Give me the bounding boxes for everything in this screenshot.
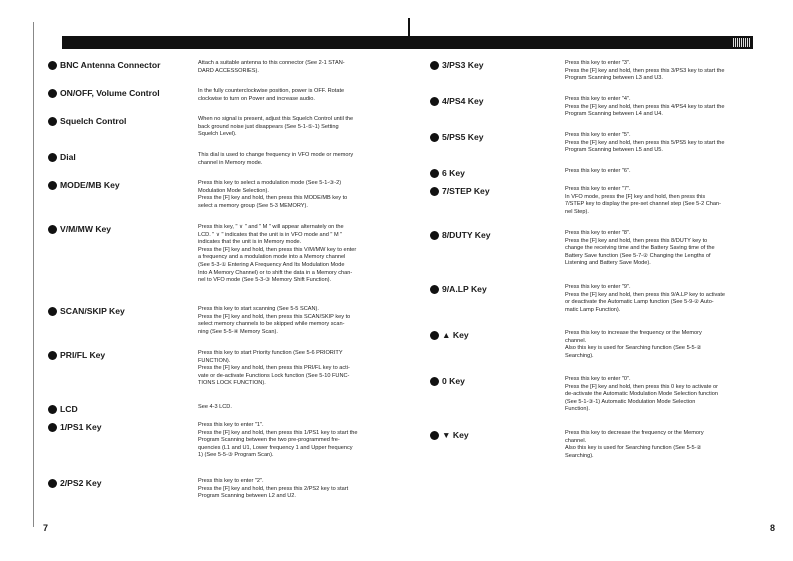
desc-line: quencies (L1 and U1, Lower frequency 1 and Upper frequency: [198, 444, 353, 451]
entry-dial: [48, 152, 411, 167]
bullet-icon: [48, 181, 57, 190]
entry-description: [198, 152, 411, 167]
desc-line: Press the [F] key and hold, then press this 2/PS2 key to start: [198, 485, 349, 492]
entry-label: LCD: [60, 404, 78, 414]
entry-label: V/M/MW Key: [60, 224, 112, 234]
desc-line: Press this key to increase the frequency or the Memory: [565, 330, 702, 336]
desc-line: select memory channels to be skipped while memory scan-: [198, 321, 345, 328]
desc-line: Press this key to decrease the frequency or the Memory: [565, 430, 704, 436]
desc-line: or deactivate the Automatic Lamp function (See 5-9-② Auto-: [565, 299, 714, 306]
desc-line: Press the [F] key and hold, then press this 9/A.LP key to activate: [565, 291, 726, 298]
desc-line: In VFO mode, press the [F] key and hold, then press this: [565, 193, 706, 200]
desc-line: back ground noise just disappears (See 5-1-⑤-1) Setting: [198, 123, 339, 130]
bullet-icon: [430, 61, 439, 70]
desc-line: Press this key to enter "7".: [565, 186, 631, 192]
entry-label: 1/PS1 Key: [60, 422, 102, 432]
desc-line: Press the [F] key and hold, then press this 5/PS5 key to start the: [565, 139, 725, 146]
page-number-right: 8: [770, 523, 776, 533]
desc-line: matic Lamp Function).: [565, 306, 621, 313]
entry-7-step-key: [430, 186, 755, 216]
entry-up-key: [430, 330, 755, 360]
entry-label: Squelch Control: [60, 116, 127, 126]
desc-line: This dial is used to change frequency in VFO mode or memory: [198, 152, 354, 158]
desc-line: de-activate the Automatic Modulation Mode Selection function: [565, 391, 718, 398]
entry-5-ps5-key: [430, 132, 755, 155]
entry-description: [198, 350, 411, 388]
desc-line: channel.: [565, 437, 587, 444]
bullet-icon: [430, 97, 439, 106]
entry-2-ps2-key: [48, 478, 411, 501]
desc-line: nel to VFO mode (See 5-3-③ Memory Shift Function).: [198, 277, 332, 284]
entry-6-key: [430, 168, 755, 179]
desc-line: In the fully counterclockwise position, power is OFF. Rotate: [198, 88, 345, 94]
bullet-icon: [48, 423, 57, 432]
bullet-icon: [430, 285, 439, 294]
header-bar: [62, 36, 753, 49]
desc-line: Press the [F] key and hold, then press this SCAN/SKIP key to: [198, 313, 351, 320]
desc-line: Battery Save function (See 5-7-② Changing the Lengths of: [565, 252, 711, 259]
entry-label: SCAN/SKIP Key: [60, 306, 125, 316]
entry-label: 8/DUTY Key: [442, 230, 491, 240]
desc-line: Press this key to enter "4".: [565, 96, 631, 102]
entry-label: ▲ Key: [442, 330, 469, 340]
entry-description: [198, 180, 411, 210]
entry-description: [198, 404, 411, 415]
entry-description: [565, 230, 755, 268]
entry-label: MODE/MB Key: [60, 180, 120, 190]
entry-description: [198, 88, 411, 103]
entry-1-ps1-key: [48, 422, 411, 460]
desc-line: LCD. " ∨ " indicates that the unit is in VFO mode and " M ": [198, 231, 343, 238]
entry-label: 3/PS3 Key: [442, 60, 484, 70]
desc-line: Press this key to start scanning (See 5-5 SCAN).: [198, 306, 319, 312]
desc-line: Press this key to enter "0".: [565, 376, 631, 382]
bullet-icon: [430, 431, 439, 440]
entry-label: 0 Key: [442, 376, 465, 386]
desc-line: clockwise to turn on Power and increase audio.: [198, 95, 315, 102]
bullet-icon: [430, 169, 439, 178]
desc-line: Searching).: [565, 452, 594, 459]
desc-line: Searching).: [565, 352, 594, 359]
desc-line: select a memory group (See 5-3 MEMORY).: [198, 202, 308, 209]
entry-mode-mb-key: [48, 180, 411, 210]
entry-pri-fl-key: [48, 350, 411, 388]
desc-line: channel in Memory mode.: [198, 159, 263, 166]
bullet-icon: [430, 133, 439, 142]
entry-description: [565, 376, 755, 414]
page-number-left: 7: [43, 523, 49, 533]
entry-description: [565, 168, 755, 179]
entry-description: [565, 284, 755, 314]
desc-line: Press this key, " ∨ " and " M " will appear alternately on the: [198, 224, 344, 230]
entry-label: 6 Key: [442, 168, 465, 178]
desc-line: Program Scanning between L4 and U4.: [565, 111, 663, 118]
desc-line: Into A Memory Channel) or to shift the data in a Memory chan-: [198, 269, 353, 276]
entry-description: [198, 478, 411, 501]
desc-line: Squelch Level).: [198, 131, 237, 138]
desc-line: Attach a suitable antenna to this connector (See 2-1 STAN-: [198, 60, 345, 66]
desc-line: See 4-3 LCD.: [198, 404, 232, 410]
entry-label: BNC Antenna Connector: [60, 60, 161, 70]
bullet-icon: [48, 61, 57, 70]
header-bar-pattern: [733, 38, 751, 47]
entry-description: [198, 422, 411, 460]
entry-down-key: [430, 430, 755, 460]
desc-line: 7/STEP key to display the pre-set channel step (See 5-2 Chan-: [565, 201, 721, 208]
desc-line: ning (See 5-5-④ Memory Scan).: [198, 328, 278, 335]
desc-line: (See 5-3-① Entering A Frequency And Its Modulation Mode: [198, 261, 345, 268]
desc-line: Press the [F] key and hold, then press this 1/PS1 key to start the: [198, 429, 358, 436]
desc-line: Listening and Battery Save Mode).: [565, 260, 651, 267]
desc-line: Press this key to start Priority function (See 5-6 PRIORITY: [198, 350, 343, 356]
entry-label: 7/STEP Key: [442, 186, 490, 196]
desc-line: (See 5-1-③-1) Automatic Modulation Mode Selection: [565, 398, 696, 405]
entry-label: ▼ Key: [442, 430, 469, 440]
entry-4-ps4-key: [430, 96, 755, 119]
entry-description: [565, 132, 755, 155]
entry-label: 2/PS2 Key: [60, 478, 102, 488]
entry-description: [565, 186, 755, 216]
bullet-icon: [48, 479, 57, 488]
bullet-icon: [48, 405, 57, 414]
page-fold-mark: [408, 18, 410, 38]
entry-squelch-control: [48, 116, 411, 139]
desc-line: a frequency and a modulation mode into a Memory channel: [198, 254, 346, 261]
entry-on-off-volume-control: [48, 88, 411, 103]
desc-line: Also this key is used for Searching function (See 5-5-②: [565, 345, 702, 352]
desc-line: Program Scanning between L2 and U2.: [198, 493, 296, 500]
entry-label: 4/PS4 Key: [442, 96, 484, 106]
desc-line: Function).: [565, 406, 590, 413]
bullet-icon: [48, 307, 57, 316]
entry-description: [565, 330, 755, 360]
entry-description: [565, 60, 755, 83]
desc-line: change the receiving time and the Battery Saving time of the: [565, 245, 715, 252]
desc-line: Press the [F] key and hold, then press this PRI/FL key to acti-: [198, 365, 350, 372]
desc-line: Press this key to enter "9".: [565, 284, 631, 290]
desc-line: indicates that the unit is in Memory mode.: [198, 239, 302, 246]
entry-3-ps3-key: [430, 60, 755, 83]
desc-line: nel Step).: [565, 208, 589, 215]
desc-line: Modulation Mode Selection).: [198, 187, 269, 194]
desc-line: Press the [F] key and hold, then press this 0 key to activate or: [565, 383, 718, 390]
entry-0-key: [430, 376, 755, 414]
desc-line: Program Scanning between L3 and U3.: [565, 75, 663, 82]
desc-line: Press this key to select a modulation mode (See 5-1-③-2): [198, 180, 342, 186]
entry-9-alp-key: [430, 284, 755, 314]
entry-label: 5/PS5 Key: [442, 132, 484, 142]
bullet-icon: [430, 331, 439, 340]
bullet-icon: [430, 187, 439, 196]
entry-label: Dial: [60, 152, 76, 162]
desc-line: Press the [F] key and hold, then press this 3/PS3 key to start the: [565, 67, 725, 74]
desc-line: Press this key to enter "3".: [565, 60, 631, 66]
bullet-icon: [430, 377, 439, 386]
desc-line: TIONS LOCK FUNCTION).: [198, 380, 266, 387]
entry-description: [198, 116, 411, 139]
bullet-icon: [48, 351, 57, 360]
bullet-icon: [430, 231, 439, 240]
entry-label: PRI/FL Key: [60, 350, 106, 360]
bullet-icon: [48, 153, 57, 162]
desc-line: vate or de-activate Functions Lock function (See 5-10 FUNC-: [198, 372, 350, 379]
desc-line: FUNCTION).: [198, 357, 231, 364]
desc-line: Press this key to enter "1".: [198, 422, 264, 428]
entry-label: ON/OFF, Volume Control: [60, 88, 160, 98]
desc-line: Program Scanning between the two pre-programmed fre-: [198, 437, 340, 444]
entry-description: [198, 306, 411, 336]
desc-line: Program Scanning between L5 and U5.: [565, 147, 663, 154]
desc-line: Press the [F] key and hold, then press this V/M/MW key to enter: [198, 246, 357, 253]
bullet-icon: [48, 117, 57, 126]
entry-v-m-mw-key: [48, 224, 411, 285]
entry-description: [565, 96, 755, 119]
entry-label: 9/A.LP Key: [442, 284, 487, 294]
desc-line: Press the [F] key and hold, then press this 4/PS4 key to start the: [565, 103, 725, 110]
desc-line: Also this key is used for Searching function (See 5-5-②: [565, 445, 702, 452]
desc-line: Press this key to enter "6".: [565, 168, 631, 174]
desc-line: When no signal is present, adjust this Squelch Control until the: [198, 116, 354, 122]
desc-line: Press this key to enter "8".: [565, 230, 631, 236]
entry-bnc-antenna-connector: [48, 60, 411, 75]
entry-lcd: [48, 404, 411, 415]
desc-line: 1) (See 5-5-③ Program Scan).: [198, 452, 274, 459]
bullet-icon: [48, 225, 57, 234]
entry-8-duty-key: [430, 230, 755, 268]
desc-line: Press this key to enter "2".: [198, 478, 264, 484]
entry-description: [565, 430, 755, 460]
desc-line: DARD ACCESSORIES).: [198, 67, 259, 74]
desc-line: Press the [F] key and hold, then press this MODE/MB key to: [198, 195, 348, 202]
entry-description: [198, 60, 411, 75]
page-binding-line: [33, 22, 34, 527]
bullet-icon: [48, 89, 57, 98]
entry-description: [198, 224, 411, 285]
entry-scan-skip-key: [48, 306, 411, 336]
desc-line: Press the [F] key and hold, then press this 8/DUTY key to: [565, 237, 708, 244]
desc-line: channel.: [565, 337, 587, 344]
desc-line: Press this key to enter "5".: [565, 132, 631, 138]
